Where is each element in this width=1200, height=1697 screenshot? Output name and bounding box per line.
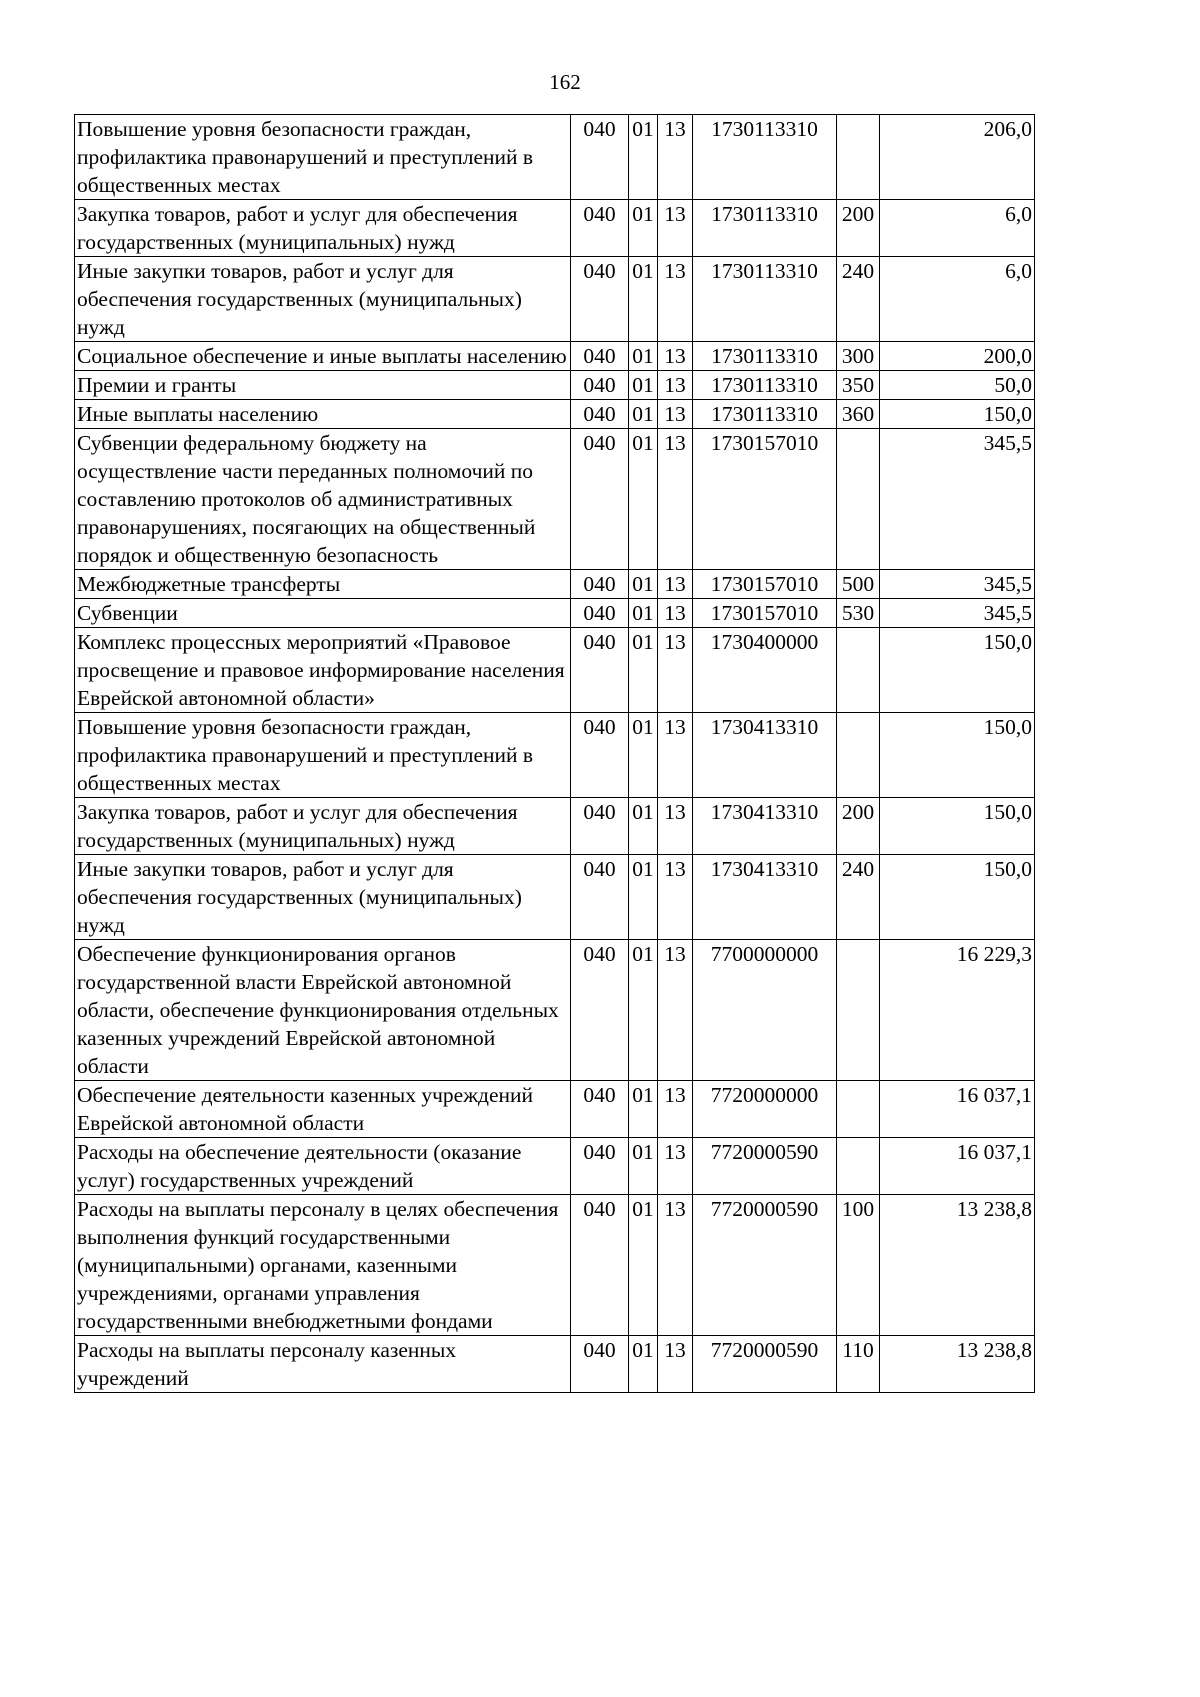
expense-type-code-cell: 240 — [837, 257, 880, 342]
ministry-code-cell: 040 — [571, 628, 629, 713]
subsection-code-cell: 13 — [658, 1081, 693, 1138]
expense-type-code-cell — [837, 429, 880, 570]
expense-type-code-cell: 100 — [837, 1195, 880, 1336]
target-article-code-cell: 7720000000 — [693, 1081, 837, 1138]
expense-name-cell: Иные выплаты населению — [75, 400, 571, 429]
expense-name-cell: Закупка товаров, работ и услуг для обеспечения государственных (муниципальных) нужд — [75, 200, 571, 257]
subsection-code-cell: 13 — [658, 570, 693, 599]
amount-cell: 150,0 — [880, 713, 1035, 798]
expense-name-cell: Расходы на выплаты персоналу казенных учреждений — [75, 1336, 571, 1393]
subsection-code-cell: 13 — [658, 940, 693, 1081]
subsection-code-cell: 13 — [658, 200, 693, 257]
amount-cell: 345,5 — [880, 599, 1035, 628]
section-code-cell: 01 — [629, 798, 658, 855]
expense-name-cell: Социальное обеспечение и иные выплаты населению — [75, 342, 571, 371]
expense-type-code-cell — [837, 713, 880, 798]
table-row — [75, 1336, 1035, 1393]
expense-name-cell: Обеспечение деятельности казенных учреждений Еврейской автономной области — [75, 1081, 571, 1138]
table-row — [75, 257, 1035, 342]
subsection-code-cell: 13 — [658, 342, 693, 371]
section-code-cell: 01 — [629, 599, 658, 628]
table-row — [75, 855, 1035, 940]
target-article-code-cell: 1730113310 — [693, 400, 837, 429]
ministry-code-cell: 040 — [571, 599, 629, 628]
expense-name-cell: Расходы на обеспечение деятельности (оказание услуг) государственных учреждений — [75, 1138, 571, 1195]
table-row — [75, 570, 1035, 599]
subsection-code-cell: 13 — [658, 798, 693, 855]
budget-table-body — [75, 115, 1035, 1393]
page-number: 162 — [549, 70, 581, 94]
section-code-cell: 01 — [629, 400, 658, 429]
table-row — [75, 200, 1035, 257]
target-article-code-cell: 1730113310 — [693, 115, 837, 200]
ministry-code-cell: 040 — [571, 371, 629, 400]
expense-name-cell: Расходы на выплаты персоналу в целях обеспечения выполнения функций государственными (муниципальными) органами, казенными учреждениями, органами управления государственными внебюджетными фондами — [75, 1195, 571, 1336]
expense-type-code-cell: 350 — [837, 371, 880, 400]
subsection-code-cell: 13 — [658, 855, 693, 940]
expense-name-cell: Повышение уровня безопасности граждан, профилактика правонарушений и преступлений в общественных местах — [75, 713, 571, 798]
expense-type-code-cell: 360 — [837, 400, 880, 429]
target-article-code-cell: 7720000590 — [693, 1138, 837, 1195]
table-row — [75, 115, 1035, 200]
expense-name-cell: Закупка товаров, работ и услуг для обеспечения государственных (муниципальных) нужд — [75, 798, 571, 855]
section-code-cell: 01 — [629, 200, 658, 257]
amount-cell: 206,0 — [880, 115, 1035, 200]
budget-table — [74, 114, 1035, 1393]
section-code-cell: 01 — [629, 371, 658, 400]
expense-type-code-cell: 110 — [837, 1336, 880, 1393]
target-article-code-cell: 1730157010 — [693, 599, 837, 628]
subsection-code-cell: 13 — [658, 1336, 693, 1393]
subsection-code-cell: 13 — [658, 371, 693, 400]
target-article-code-cell: 1730413310 — [693, 855, 837, 940]
table-row — [75, 713, 1035, 798]
target-article-code-cell: 7720000590 — [693, 1336, 837, 1393]
amount-cell: 150,0 — [880, 798, 1035, 855]
expense-type-code-cell — [837, 940, 880, 1081]
section-code-cell: 01 — [629, 713, 658, 798]
target-article-code-cell: 1730413310 — [693, 713, 837, 798]
expense-name-cell: Иные закупки товаров, работ и услуг для обеспечения государственных (муниципальных) нужд — [75, 257, 571, 342]
expense-name-cell: Премии и гранты — [75, 371, 571, 400]
table-row — [75, 940, 1035, 1081]
section-code-cell: 01 — [629, 257, 658, 342]
table-row — [75, 400, 1035, 429]
table-row — [75, 371, 1035, 400]
expense-name-cell: Иные закупки товаров, работ и услуг для обеспечения государственных (муниципальных) нужд — [75, 855, 571, 940]
amount-cell: 16 037,1 — [880, 1081, 1035, 1138]
expense-type-code-cell: 240 — [837, 855, 880, 940]
amount-cell: 6,0 — [880, 200, 1035, 257]
ministry-code-cell: 040 — [571, 1195, 629, 1336]
subsection-code-cell: 13 — [658, 1195, 693, 1336]
ministry-code-cell: 040 — [571, 570, 629, 599]
target-article-code-cell: 1730113310 — [693, 257, 837, 342]
ministry-code-cell: 040 — [571, 855, 629, 940]
amount-cell: 200,0 — [880, 342, 1035, 371]
subsection-code-cell: 13 — [658, 429, 693, 570]
table-row — [75, 1195, 1035, 1336]
target-article-code-cell: 1730157010 — [693, 570, 837, 599]
ministry-code-cell: 040 — [571, 713, 629, 798]
section-code-cell: 01 — [629, 628, 658, 713]
expense-name-cell: Межбюджетные трансферты — [75, 570, 571, 599]
table-row — [75, 429, 1035, 570]
section-code-cell: 01 — [629, 1138, 658, 1195]
ministry-code-cell: 040 — [571, 429, 629, 570]
expense-type-code-cell — [837, 1138, 880, 1195]
expense-name-cell: Субвенции федеральному бюджету на осуществление части переданных полномочий по составлению протоколов об административных правонарушениях, посягающих на общественный порядок и общественную безопасность — [75, 429, 571, 570]
table-row — [75, 798, 1035, 855]
subsection-code-cell: 13 — [658, 713, 693, 798]
ministry-code-cell: 040 — [571, 342, 629, 371]
expense-name-cell: Субвенции — [75, 599, 571, 628]
section-code-cell: 01 — [629, 342, 658, 371]
section-code-cell: 01 — [629, 1081, 658, 1138]
target-article-code-cell: 1730113310 — [693, 200, 837, 257]
section-code-cell: 01 — [629, 1336, 658, 1393]
expense-name-cell: Повышение уровня безопасности граждан, профилактика правонарушений и преступлений в общественных местах — [75, 115, 571, 200]
ministry-code-cell: 040 — [571, 1336, 629, 1393]
table-row — [75, 1138, 1035, 1195]
target-article-code-cell: 7700000000 — [693, 940, 837, 1081]
section-code-cell: 01 — [629, 1195, 658, 1336]
ministry-code-cell: 040 — [571, 200, 629, 257]
amount-cell: 150,0 — [880, 628, 1035, 713]
table-row — [75, 1081, 1035, 1138]
section-code-cell: 01 — [629, 429, 658, 570]
ministry-code-cell: 040 — [571, 940, 629, 1081]
amount-cell: 50,0 — [880, 371, 1035, 400]
target-article-code-cell: 1730113310 — [693, 371, 837, 400]
amount-cell: 16 229,3 — [880, 940, 1035, 1081]
ministry-code-cell: 040 — [571, 1081, 629, 1138]
subsection-code-cell: 13 — [658, 257, 693, 342]
section-code-cell: 01 — [629, 940, 658, 1081]
expense-type-code-cell: 530 — [837, 599, 880, 628]
expense-type-code-cell — [837, 1081, 880, 1138]
expense-type-code-cell — [837, 115, 880, 200]
expense-type-code-cell — [837, 628, 880, 713]
target-article-code-cell: 1730113310 — [693, 342, 837, 371]
amount-cell: 6,0 — [880, 257, 1035, 342]
expense-type-code-cell: 200 — [837, 200, 880, 257]
subsection-code-cell: 13 — [658, 115, 693, 200]
subsection-code-cell: 13 — [658, 628, 693, 713]
expense-type-code-cell: 300 — [837, 342, 880, 371]
expense-type-code-cell: 500 — [837, 570, 880, 599]
target-article-code-cell: 7720000590 — [693, 1195, 837, 1336]
amount-cell: 13 238,8 — [880, 1336, 1035, 1393]
expense-name-cell: Комплекс процессных мероприятий «Правовое просвещение и правовое информирование населения Еврейской автономной области» — [75, 628, 571, 713]
target-article-code-cell: 1730413310 — [693, 798, 837, 855]
subsection-code-cell: 13 — [658, 1138, 693, 1195]
expense-name-cell: Обеспечение функционирования органов государственной власти Еврейской автономной области, обеспечение функционирования отдельных казенных учреждений Еврейской автономной области — [75, 940, 571, 1081]
target-article-code-cell: 1730400000 — [693, 628, 837, 713]
amount-cell: 150,0 — [880, 855, 1035, 940]
ministry-code-cell: 040 — [571, 115, 629, 200]
table-row — [75, 628, 1035, 713]
ministry-code-cell: 040 — [571, 257, 629, 342]
amount-cell: 150,0 — [880, 400, 1035, 429]
expense-type-code-cell: 200 — [837, 798, 880, 855]
amount-cell: 345,5 — [880, 429, 1035, 570]
amount-cell: 13 238,8 — [880, 1195, 1035, 1336]
section-code-cell: 01 — [629, 115, 658, 200]
ministry-code-cell: 040 — [571, 400, 629, 429]
ministry-code-cell: 040 — [571, 1138, 629, 1195]
subsection-code-cell: 13 — [658, 400, 693, 429]
table-row — [75, 599, 1035, 628]
section-code-cell: 01 — [629, 570, 658, 599]
table-row — [75, 342, 1035, 371]
amount-cell: 345,5 — [880, 570, 1035, 599]
amount-cell: 16 037,1 — [880, 1138, 1035, 1195]
target-article-code-cell: 1730157010 — [693, 429, 837, 570]
ministry-code-cell: 040 — [571, 798, 629, 855]
section-code-cell: 01 — [629, 855, 658, 940]
subsection-code-cell: 13 — [658, 599, 693, 628]
